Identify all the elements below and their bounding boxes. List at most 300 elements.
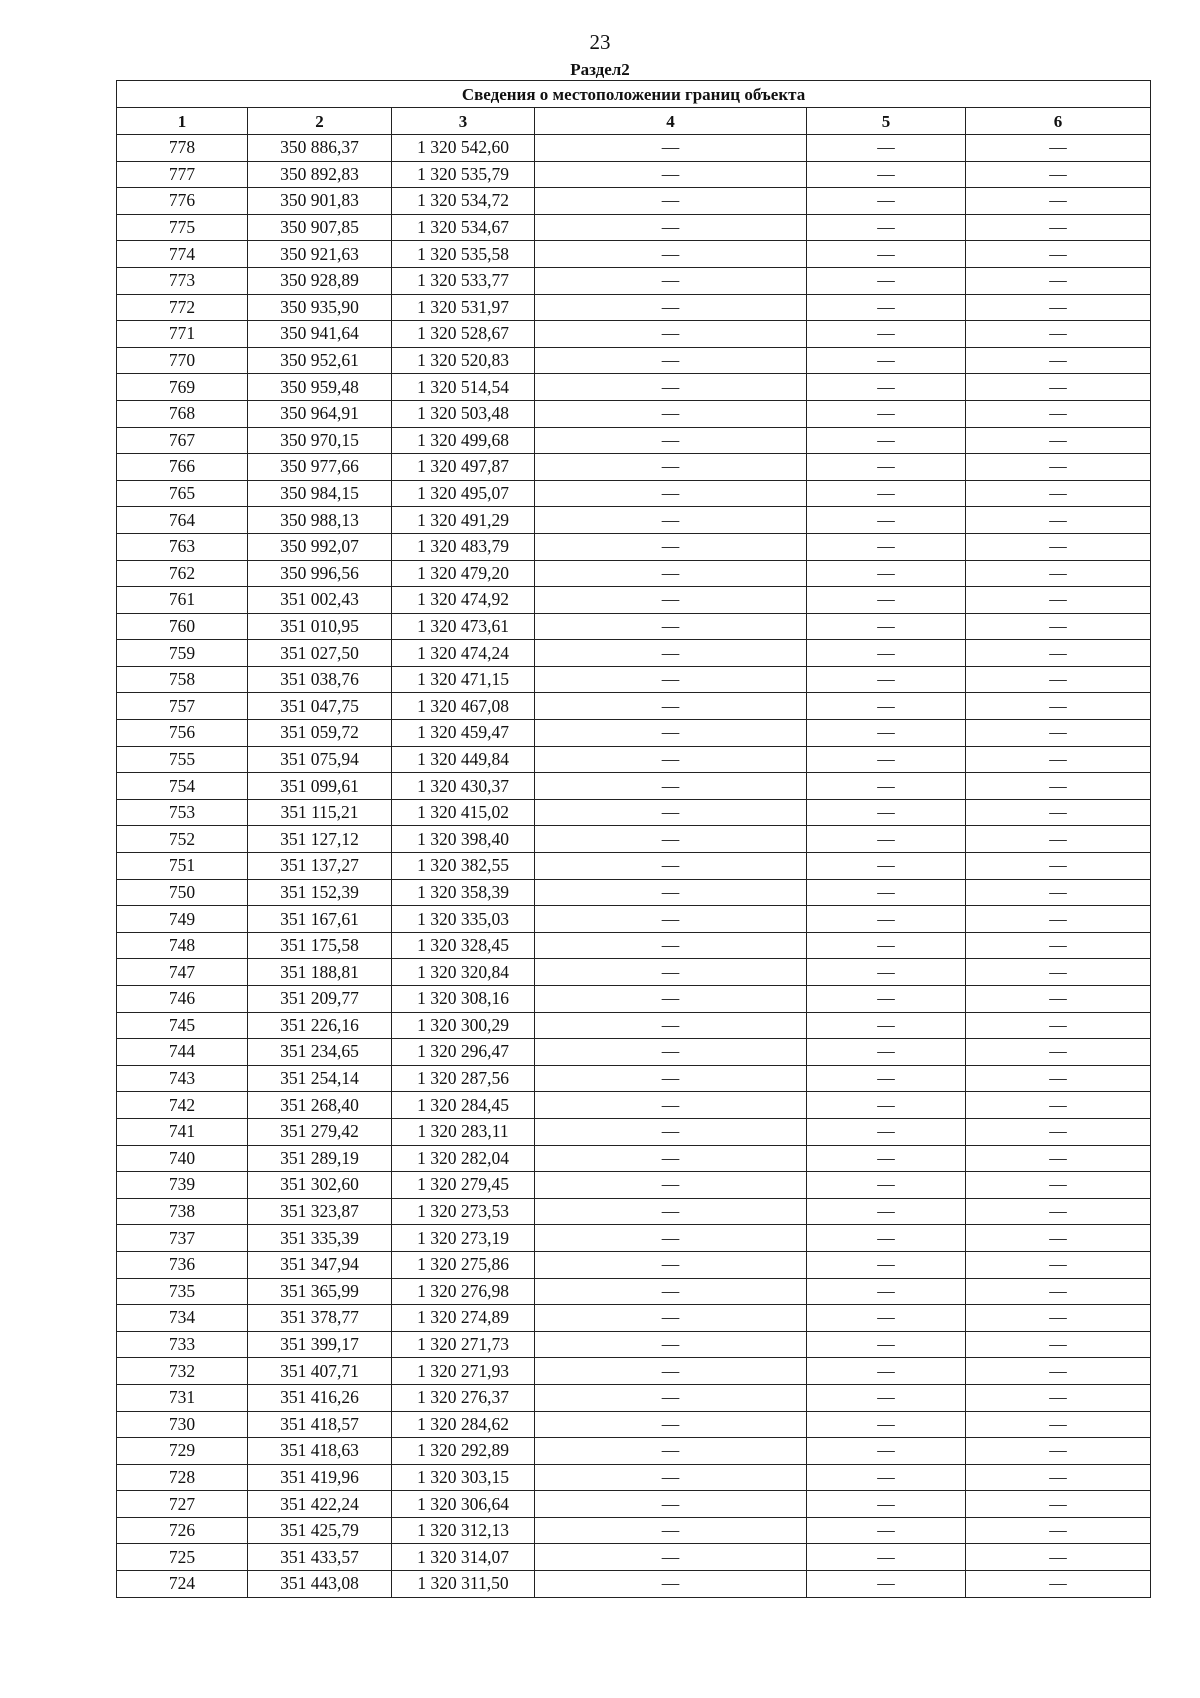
point-number-cell: 770: [117, 347, 248, 374]
y-coordinate-cell: 1 320 471,15: [392, 666, 535, 693]
x-coordinate-cell: 351 209,77: [248, 986, 392, 1013]
x-coordinate-cell: 351 268,40: [248, 1092, 392, 1119]
x-coordinate-cell: 350 977,66: [248, 454, 392, 481]
y-coordinate-cell: 1 320 382,55: [392, 853, 535, 880]
empty-cell: —: [535, 720, 807, 747]
point-number-cell: 761: [117, 587, 248, 614]
empty-cell: —: [807, 507, 966, 534]
column-header: 6: [966, 108, 1151, 135]
x-coordinate-cell: 351 234,65: [248, 1039, 392, 1066]
table-row: [117, 1012, 1151, 1039]
point-number-cell: 765: [117, 480, 248, 507]
y-coordinate-cell: 1 320 491,29: [392, 507, 535, 534]
y-coordinate-cell: 1 320 335,03: [392, 906, 535, 933]
x-coordinate-cell: 350 959,48: [248, 374, 392, 401]
point-number-cell: 730: [117, 1411, 248, 1438]
point-number-cell: 745: [117, 1012, 248, 1039]
empty-cell: —: [807, 693, 966, 720]
y-coordinate-cell: 1 320 495,07: [392, 480, 535, 507]
page-number: 23: [589, 30, 611, 54]
empty-cell: —: [535, 400, 807, 427]
y-coordinate-cell: 1 320 534,72: [392, 188, 535, 215]
y-coordinate-cell: 1 320 535,79: [392, 161, 535, 188]
y-coordinate-cell: 1 320 274,89: [392, 1305, 535, 1332]
point-number-cell: 732: [117, 1358, 248, 1385]
x-coordinate-cell: 350 970,15: [248, 427, 392, 454]
empty-cell: —: [535, 347, 807, 374]
empty-cell: —: [807, 400, 966, 427]
empty-cell: —: [966, 214, 1151, 241]
empty-cell: —: [807, 746, 966, 773]
table-row: [117, 613, 1151, 640]
y-coordinate-cell: 1 320 271,73: [392, 1331, 535, 1358]
point-number-cell: 743: [117, 1065, 248, 1092]
x-coordinate-cell: 351 378,77: [248, 1305, 392, 1332]
empty-cell: —: [966, 986, 1151, 1013]
empty-cell: —: [966, 799, 1151, 826]
point-number-cell: 731: [117, 1384, 248, 1411]
point-number-cell: 741: [117, 1118, 248, 1145]
y-coordinate-cell: 1 320 296,47: [392, 1039, 535, 1066]
table-row: [117, 321, 1151, 348]
empty-cell: —: [966, 347, 1151, 374]
y-coordinate-cell: 1 320 514,54: [392, 374, 535, 401]
empty-cell: —: [807, 1517, 966, 1544]
empty-cell: —: [966, 1225, 1151, 1252]
empty-cell: —: [807, 853, 966, 880]
y-coordinate-cell: 1 320 282,04: [392, 1145, 535, 1172]
empty-cell: —: [966, 1544, 1151, 1571]
table-row: [117, 959, 1151, 986]
x-coordinate-cell: 350 952,61: [248, 347, 392, 374]
empty-cell: —: [966, 826, 1151, 853]
empty-cell: —: [807, 1544, 966, 1571]
x-coordinate-cell: 351 167,61: [248, 906, 392, 933]
table-row: [117, 427, 1151, 454]
empty-cell: —: [807, 294, 966, 321]
empty-cell: —: [966, 1438, 1151, 1465]
x-coordinate-cell: 351 418,57: [248, 1411, 392, 1438]
empty-cell: —: [535, 640, 807, 667]
table-body: [117, 135, 1151, 1598]
point-number-cell: 762: [117, 560, 248, 587]
point-number-cell: 735: [117, 1278, 248, 1305]
empty-cell: —: [535, 135, 807, 162]
empty-cell: —: [807, 613, 966, 640]
empty-cell: —: [535, 587, 807, 614]
y-coordinate-cell: 1 320 473,61: [392, 613, 535, 640]
empty-cell: —: [966, 427, 1151, 454]
empty-cell: —: [966, 294, 1151, 321]
y-coordinate-cell: 1 320 449,84: [392, 746, 535, 773]
empty-cell: —: [807, 1225, 966, 1252]
x-coordinate-cell: 350 941,64: [248, 321, 392, 348]
y-coordinate-cell: 1 320 287,56: [392, 1065, 535, 1092]
y-coordinate-cell: 1 320 497,87: [392, 454, 535, 481]
point-number-cell: 739: [117, 1172, 248, 1199]
empty-cell: —: [966, 666, 1151, 693]
empty-cell: —: [966, 135, 1151, 162]
x-coordinate-cell: 351 047,75: [248, 693, 392, 720]
table-row: [117, 1384, 1151, 1411]
point-number-cell: 733: [117, 1331, 248, 1358]
empty-cell: —: [807, 1172, 966, 1199]
y-coordinate-cell: 1 320 306,64: [392, 1491, 535, 1518]
point-number-cell: 755: [117, 746, 248, 773]
empty-cell: —: [535, 507, 807, 534]
x-coordinate-cell: 350 907,85: [248, 214, 392, 241]
y-coordinate-cell: 1 320 535,58: [392, 241, 535, 268]
x-coordinate-cell: 351 152,39: [248, 879, 392, 906]
table-row: [117, 1118, 1151, 1145]
empty-cell: —: [535, 1145, 807, 1172]
table-row: [117, 879, 1151, 906]
empty-cell: —: [966, 879, 1151, 906]
empty-cell: —: [966, 1411, 1151, 1438]
empty-cell: —: [807, 1358, 966, 1385]
x-coordinate-cell: 351 416,26: [248, 1384, 392, 1411]
empty-cell: —: [966, 773, 1151, 800]
y-coordinate-cell: 1 320 292,89: [392, 1438, 535, 1465]
empty-cell: —: [535, 773, 807, 800]
empty-cell: —: [966, 374, 1151, 401]
table-row: [117, 1225, 1151, 1252]
y-coordinate-cell: 1 320 303,15: [392, 1464, 535, 1491]
point-number-cell: 772: [117, 294, 248, 321]
empty-cell: —: [807, 826, 966, 853]
point-number-cell: 752: [117, 826, 248, 853]
x-coordinate-cell: 351 323,87: [248, 1198, 392, 1225]
empty-cell: —: [966, 1331, 1151, 1358]
point-number-cell: 757: [117, 693, 248, 720]
x-coordinate-cell: 350 988,13: [248, 507, 392, 534]
point-number-cell: 737: [117, 1225, 248, 1252]
empty-cell: —: [535, 560, 807, 587]
table-row: [117, 720, 1151, 747]
table-row: [117, 1305, 1151, 1332]
empty-cell: —: [807, 1251, 966, 1278]
empty-cell: —: [966, 746, 1151, 773]
table-row: [117, 214, 1151, 241]
column-header: 3: [392, 108, 535, 135]
empty-cell: —: [807, 1065, 966, 1092]
empty-cell: —: [535, 161, 807, 188]
point-number-cell: 766: [117, 454, 248, 481]
empty-cell: —: [535, 746, 807, 773]
y-coordinate-cell: 1 320 483,79: [392, 533, 535, 560]
empty-cell: —: [966, 1517, 1151, 1544]
y-coordinate-cell: 1 320 479,20: [392, 560, 535, 587]
empty-cell: —: [535, 1571, 807, 1598]
point-number-cell: 759: [117, 640, 248, 667]
y-coordinate-cell: 1 320 358,39: [392, 879, 535, 906]
table-row: [117, 1544, 1151, 1571]
point-number-cell: 760: [117, 613, 248, 640]
empty-cell: —: [807, 321, 966, 348]
point-number-cell: 769: [117, 374, 248, 401]
y-coordinate-cell: 1 320 528,67: [392, 321, 535, 348]
table-row: [117, 932, 1151, 959]
table-row: [117, 507, 1151, 534]
table-row: [117, 587, 1151, 614]
empty-cell: —: [966, 400, 1151, 427]
point-number-cell: 778: [117, 135, 248, 162]
point-number-cell: 751: [117, 853, 248, 880]
empty-cell: —: [807, 347, 966, 374]
empty-cell: —: [535, 214, 807, 241]
x-coordinate-cell: 351 289,19: [248, 1145, 392, 1172]
point-number-cell: 747: [117, 959, 248, 986]
x-coordinate-cell: 350 996,56: [248, 560, 392, 587]
empty-cell: —: [535, 374, 807, 401]
point-number-cell: 728: [117, 1464, 248, 1491]
x-coordinate-cell: 351 010,95: [248, 613, 392, 640]
y-coordinate-cell: 1 320 273,53: [392, 1198, 535, 1225]
table-row: [117, 986, 1151, 1013]
empty-cell: —: [807, 560, 966, 587]
x-coordinate-cell: 351 335,39: [248, 1225, 392, 1252]
empty-cell: —: [535, 1012, 807, 1039]
y-coordinate-cell: 1 320 276,37: [392, 1384, 535, 1411]
empty-cell: —: [807, 906, 966, 933]
y-coordinate-cell: 1 320 542,60: [392, 135, 535, 162]
x-coordinate-cell: 350 984,15: [248, 480, 392, 507]
empty-cell: —: [807, 161, 966, 188]
empty-cell: —: [807, 720, 966, 747]
empty-cell: —: [807, 1571, 966, 1598]
table-row: [117, 1198, 1151, 1225]
y-coordinate-cell: 1 320 415,02: [392, 799, 535, 826]
table-row: [117, 267, 1151, 294]
y-coordinate-cell: 1 320 283,11: [392, 1118, 535, 1145]
y-coordinate-cell: 1 320 531,97: [392, 294, 535, 321]
point-number-cell: 740: [117, 1145, 248, 1172]
x-coordinate-cell: 350 886,37: [248, 135, 392, 162]
point-number-cell: 763: [117, 533, 248, 560]
empty-cell: —: [807, 1438, 966, 1465]
empty-cell: —: [966, 932, 1151, 959]
empty-cell: —: [535, 1464, 807, 1491]
y-coordinate-cell: 1 320 273,19: [392, 1225, 535, 1252]
table-row: [117, 666, 1151, 693]
empty-cell: —: [966, 1012, 1151, 1039]
empty-cell: —: [807, 480, 966, 507]
empty-cell: —: [966, 906, 1151, 933]
empty-cell: —: [966, 533, 1151, 560]
empty-cell: —: [807, 1331, 966, 1358]
empty-cell: —: [535, 1198, 807, 1225]
x-coordinate-cell: 351 418,63: [248, 1438, 392, 1465]
empty-cell: —: [535, 294, 807, 321]
empty-cell: —: [807, 932, 966, 959]
empty-cell: —: [966, 720, 1151, 747]
empty-cell: —: [807, 241, 966, 268]
x-coordinate-cell: 350 935,90: [248, 294, 392, 321]
empty-cell: —: [966, 1278, 1151, 1305]
empty-cell: —: [807, 1012, 966, 1039]
y-coordinate-cell: 1 320 328,45: [392, 932, 535, 959]
empty-cell: —: [966, 1571, 1151, 1598]
empty-cell: —: [966, 1145, 1151, 1172]
empty-cell: —: [966, 267, 1151, 294]
table-title: Сведения о местоположении границ объекта: [117, 81, 1151, 108]
x-coordinate-cell: 351 188,81: [248, 959, 392, 986]
table-row: [117, 1438, 1151, 1465]
table-row: [117, 1092, 1151, 1119]
y-coordinate-cell: 1 320 275,86: [392, 1251, 535, 1278]
x-coordinate-cell: 351 059,72: [248, 720, 392, 747]
table-row: [117, 241, 1151, 268]
x-coordinate-cell: 350 964,91: [248, 400, 392, 427]
point-number-cell: 738: [117, 1198, 248, 1225]
point-number-cell: 744: [117, 1039, 248, 1066]
x-coordinate-cell: 351 279,42: [248, 1118, 392, 1145]
empty-cell: —: [535, 932, 807, 959]
empty-cell: —: [966, 1198, 1151, 1225]
empty-cell: —: [807, 454, 966, 481]
table-row: [117, 853, 1151, 880]
empty-cell: —: [535, 267, 807, 294]
table-row: [117, 1172, 1151, 1199]
empty-cell: —: [535, 613, 807, 640]
empty-cell: —: [807, 1145, 966, 1172]
y-coordinate-cell: 1 320 320,84: [392, 959, 535, 986]
empty-cell: —: [966, 1384, 1151, 1411]
empty-cell: —: [966, 1092, 1151, 1119]
empty-cell: —: [535, 427, 807, 454]
table-row: [117, 1358, 1151, 1385]
empty-cell: —: [966, 454, 1151, 481]
empty-cell: —: [535, 1225, 807, 1252]
table-row: [117, 1464, 1151, 1491]
empty-cell: —: [966, 480, 1151, 507]
empty-cell: —: [807, 773, 966, 800]
y-coordinate-cell: 1 320 398,40: [392, 826, 535, 853]
empty-cell: —: [807, 1118, 966, 1145]
point-number-cell: 753: [117, 799, 248, 826]
x-coordinate-cell: 351 407,71: [248, 1358, 392, 1385]
table-row: [117, 347, 1151, 374]
y-coordinate-cell: 1 320 308,16: [392, 986, 535, 1013]
point-number-cell: 758: [117, 666, 248, 693]
y-coordinate-cell: 1 320 474,92: [392, 587, 535, 614]
empty-cell: —: [807, 666, 966, 693]
x-coordinate-cell: 351 422,24: [248, 1491, 392, 1518]
point-number-cell: 750: [117, 879, 248, 906]
empty-cell: —: [535, 1065, 807, 1092]
x-coordinate-cell: 350 901,83: [248, 188, 392, 215]
x-coordinate-cell: 351 443,08: [248, 1571, 392, 1598]
table-row: [117, 640, 1151, 667]
empty-cell: —: [966, 613, 1151, 640]
table-row: [117, 1039, 1151, 1066]
y-coordinate-cell: 1 320 284,45: [392, 1092, 535, 1119]
point-number-cell: 771: [117, 321, 248, 348]
x-coordinate-cell: 351 115,21: [248, 799, 392, 826]
empty-cell: —: [535, 1358, 807, 1385]
x-coordinate-cell: 351 099,61: [248, 773, 392, 800]
empty-cell: —: [535, 666, 807, 693]
point-number-cell: 749: [117, 906, 248, 933]
x-coordinate-cell: 350 892,83: [248, 161, 392, 188]
y-coordinate-cell: 1 320 459,47: [392, 720, 535, 747]
point-number-cell: 734: [117, 1305, 248, 1332]
point-number-cell: 773: [117, 267, 248, 294]
empty-cell: —: [807, 1464, 966, 1491]
column-header: 5: [807, 108, 966, 135]
x-coordinate-cell: 351 137,27: [248, 853, 392, 880]
empty-cell: —: [535, 879, 807, 906]
empty-cell: —: [535, 1384, 807, 1411]
x-coordinate-cell: 351 226,16: [248, 1012, 392, 1039]
empty-cell: —: [966, 241, 1151, 268]
empty-cell: —: [535, 1118, 807, 1145]
empty-cell: —: [807, 1491, 966, 1518]
empty-cell: —: [535, 241, 807, 268]
point-number-cell: 726: [117, 1517, 248, 1544]
empty-cell: —: [535, 1092, 807, 1119]
empty-cell: —: [535, 1491, 807, 1518]
empty-cell: —: [535, 533, 807, 560]
x-coordinate-cell: 351 002,43: [248, 587, 392, 614]
table-row: [117, 188, 1151, 215]
empty-cell: —: [966, 1172, 1151, 1199]
point-number-cell: 777: [117, 161, 248, 188]
table-row: [117, 294, 1151, 321]
empty-cell: —: [535, 1278, 807, 1305]
table-row: [117, 1251, 1151, 1278]
table-row: [117, 826, 1151, 853]
table-row: [117, 1571, 1151, 1598]
x-coordinate-cell: 351 254,14: [248, 1065, 392, 1092]
y-coordinate-cell: 1 320 534,67: [392, 214, 535, 241]
x-coordinate-cell: 351 365,99: [248, 1278, 392, 1305]
table-row: [117, 135, 1151, 162]
x-coordinate-cell: 350 992,07: [248, 533, 392, 560]
x-coordinate-cell: 351 347,94: [248, 1251, 392, 1278]
empty-cell: —: [966, 321, 1151, 348]
x-coordinate-cell: 351 433,57: [248, 1544, 392, 1571]
point-number-cell: 729: [117, 1438, 248, 1465]
x-coordinate-cell: 350 921,63: [248, 241, 392, 268]
empty-cell: —: [966, 560, 1151, 587]
coordinates-table: [116, 80, 1151, 1598]
section-title: Раздел2: [570, 60, 630, 79]
empty-cell: —: [535, 188, 807, 215]
y-coordinate-cell: 1 320 474,24: [392, 640, 535, 667]
point-number-cell: 764: [117, 507, 248, 534]
empty-cell: —: [966, 507, 1151, 534]
empty-cell: —: [807, 1305, 966, 1332]
column-header: 2: [248, 108, 392, 135]
x-coordinate-cell: 351 419,96: [248, 1464, 392, 1491]
point-number-cell: 746: [117, 986, 248, 1013]
empty-cell: —: [966, 959, 1151, 986]
x-coordinate-cell: 350 928,89: [248, 267, 392, 294]
empty-cell: —: [966, 1491, 1151, 1518]
empty-cell: —: [807, 879, 966, 906]
empty-cell: —: [535, 454, 807, 481]
empty-cell: —: [535, 1331, 807, 1358]
x-coordinate-cell: 351 127,12: [248, 826, 392, 853]
y-coordinate-cell: 1 320 533,77: [392, 267, 535, 294]
x-coordinate-cell: 351 302,60: [248, 1172, 392, 1199]
empty-cell: —: [807, 427, 966, 454]
empty-cell: —: [807, 1039, 966, 1066]
table-row: [117, 400, 1151, 427]
empty-cell: —: [535, 959, 807, 986]
empty-cell: —: [535, 480, 807, 507]
